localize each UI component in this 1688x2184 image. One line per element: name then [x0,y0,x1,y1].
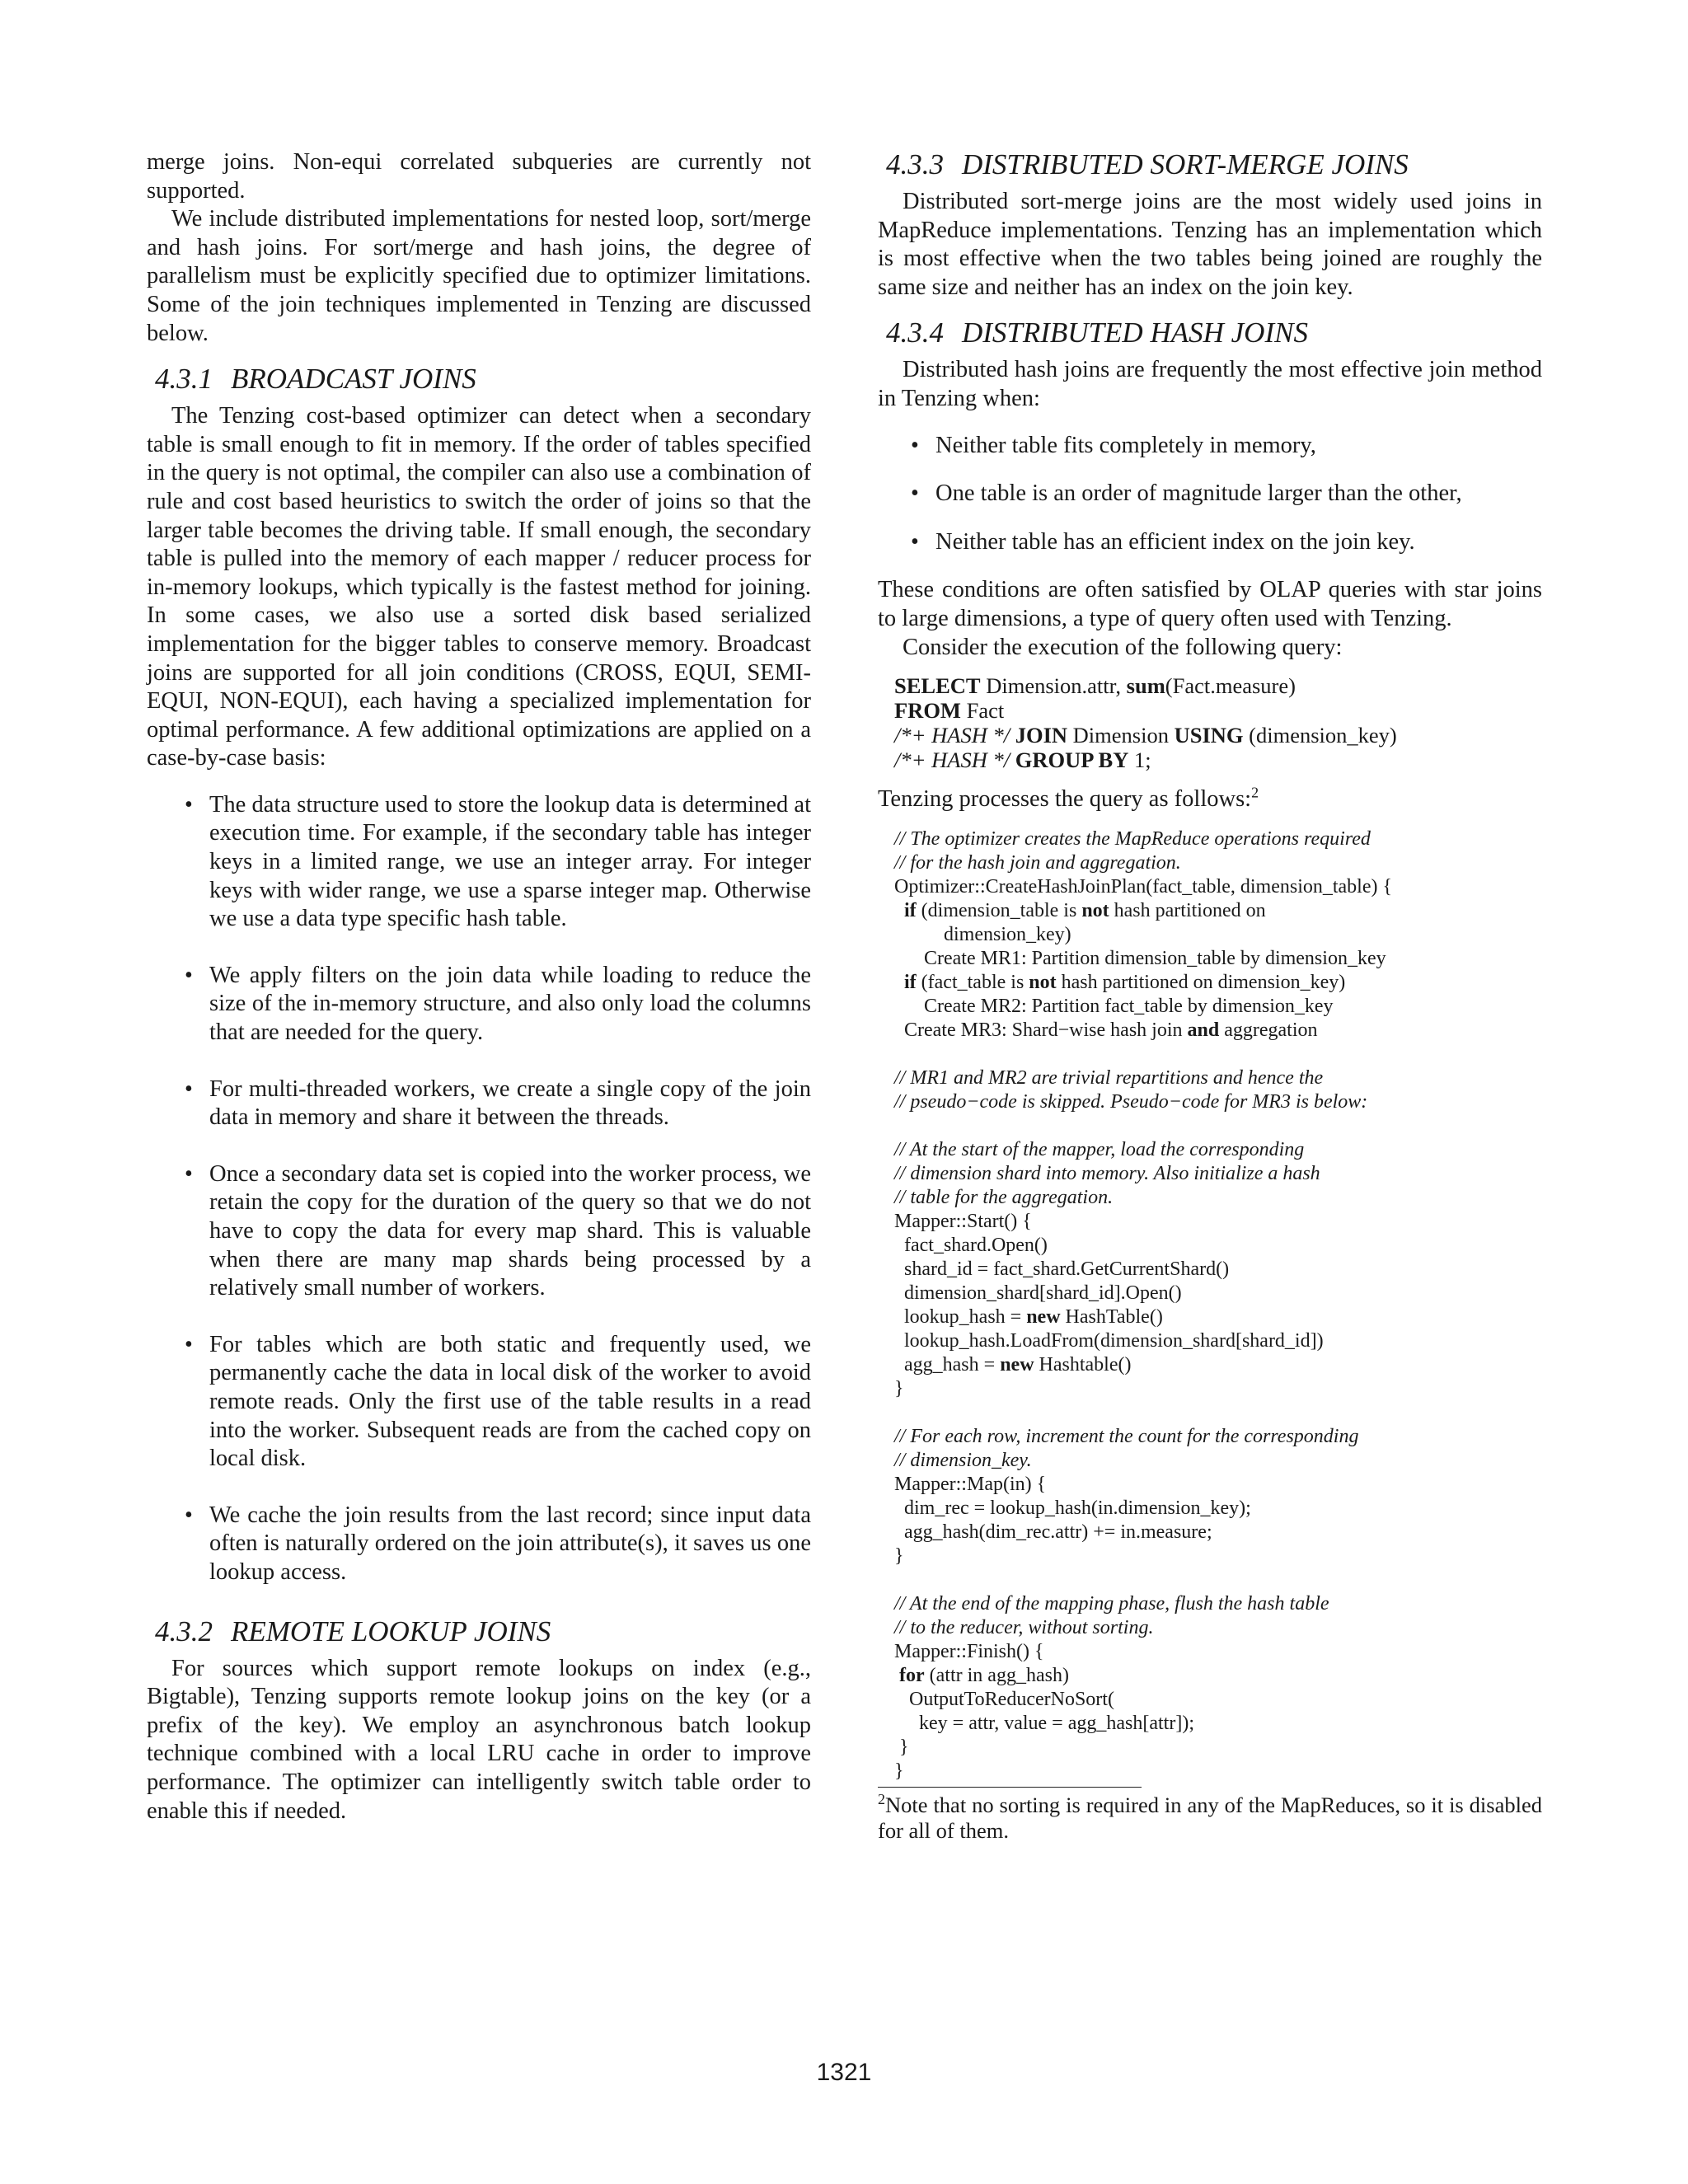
section-title: REMOTE LOOKUP JOINS [231,1615,551,1647]
list-item: • One table is an order of magnitude larger than the other, [878,480,1542,509]
paragraph: We include distributed implementations for nested loop, sort/merge and hash joins. For sort/merge and hash joins, the degree of parallelism must be explicitly specified due to optimizer limitations. Some of the join techniques implemented in Tenzing are discussed below. [147,206,811,346]
list-item: • Neither table fits completely in memory, [878,432,1542,461]
section-title: BROADCAST JOINS [231,363,476,396]
paragraph: Consider the execution of the following query: [903,634,1343,660]
section-number: 4.3.2 [155,1615,213,1647]
sql-line: /*+ HASH */ JOIN Dimension USING (dimension_key) [894,723,1397,748]
paragraph: The Tenzing cost-based optimizer can detect when a secondary table is small enough to fit in memory. If the order of tables specified in the query is not optimal, the compiler can also use a combination of rule and cost based heuristics to switch the order of joins so that the larger table becomes the driving table. If small enough, the secondary table is pulled into the memory of each mapper / reducer process for in-memory lookups, which typically is the fastest method for joining. In some cases, we also use a sorted disk based serialized implementation for the bigger tables to conserve memory. Broadcast joins are supported for all join conditions (CROSS, EQUI, SEMI-EQUI, NON-EQUI), each having a specialized implementation for optimal performance. A few additional optimizations are applied on a case-by-case basis: [147,403,811,771]
paragraph: Distributed sort-merge joins are the most widely used joins in MapReduce implementations. Tenzing has an implementation which is most effective when the two tables being joined are roughly the same size and neither has an index on the join key. [878,189,1542,300]
pseudo-code: // The optimizer creates the MapReduce operations required // for the hash join and aggregation. Optimizer::CreateHashJoinPlan(fact_table, dimension_table) { if (dimension_table is not hash partitioned on dimension_key) Create MR1: Partition dimension_table by dimension_key if (fact_table is not hash partitioned on dimension_key) Create MR2: Partition fact_table by dimension_key Create MR3: Shard−wise hash join and aggregation // MR1 and MR2 are trivial repartitions and hence the // pseudo−code is skipped. Pseudo−code for MR3 is below: // At the start of the mapper, load the corresponding // dimension shard into memory. Also initialize a hash // table for the aggregation. Mapper::Start() { fact_shard.Open() shard_id = fact_shard.GetCurrentShard() dimension_shard[shard_id].Open() lookup_hash = new HashTable() lookup_hash.LoadFrom(dimension_shard[shard_id]) agg_hash = new Hashtable() } // For each row, increment the count for the corresponding // dimension_key. Mapper::Map(in) { dim_rec = lookup_hash(in.dimension_key); agg_hash(dim_rec.attr) += in.measure; } // At the end of the mapping phase, flush the hash table // to the reducer, without sorting. Mapper::Finish() { for (attr in agg_hash) OutputToReducerNoSort( key = attr, value = agg_hash[attr]); } } [894,827,1393,1782]
section-number: 4.3.3 [886,148,944,180]
list-item: • The data structure used to store the lookup data is determined at execution time. For example, if the secondary table has integer keys in a limited range, we use an integer array. For integer keys with wider range, we use a sparse integer map. Otherwise we use a data type specific hash table. [147,791,811,934]
optimization-list [147,791,811,1587]
footnote: $^2$Note that no sorting is required in any of the MapReduces, so it is disabled for all of them. [878,1790,1542,1843]
section-number: 4.3.1 [155,363,213,396]
paragraph: For sources which support remote lookups on index (e.g., Bigtable), Tenzing supports remote lookup joins on the key (or a prefix of the key). We employ an asynchronous batch lookup technique combined with a local LRU cache in order to improve performance. The optimizer can intelligently switch table order to enable this if needed. [147,1655,811,1824]
list-item: • We cache the join results from the last record; since input data often is naturally ordered on the join attribute(s), it saves us one lookup access. [147,1502,811,1587]
section-title: DISTRIBUTED HASH JOINS [962,316,1308,349]
list-item: • We apply filters on the join data while loading to reduce the size of the in-memory structure, and also only load the columns that are needed for the query. [147,962,811,1047]
section-heading-4-3-3 [886,148,1542,181]
list-item: • For multi-threaded workers, we create a single copy of the join data in memory and share it between the threads. [147,1076,811,1132]
list-item: • For tables which are both static and frequently used, we permanently cache the data in local disk of the worker to avoid remote reads. Only the first use of the table results in a read into the worker. Subsequent reads are from the cached copy on local disk. [147,1331,811,1474]
section-heading-4-3-4 [886,316,1542,349]
sql-line: FROM Fact [894,698,1005,724]
section-number: 4.3.4 [886,316,944,349]
paragraph: These conditions are often satisfied by OLAP queries with star joins to large dimensions, a type of query often used with Tenzing. [878,577,1542,631]
left-column [147,148,811,1825]
sql-line: /*+ HASH */ GROUP BY 1; [894,748,1151,773]
footnote-rule [878,1787,1142,1788]
section-title: DISTRIBUTED SORT-MERGE JOINS [962,148,1409,180]
page-number: 1321 [816,2059,872,2086]
paragraph: Distributed hash joins are frequently the most effective join method in Tenzing when: [878,357,1542,411]
list-item: • Once a secondary data set is copied into the worker process, we retain the copy for the duration of the query so that we do not have to copy the data for every map shard. This is valuable when there are many map shards being processed by a relatively small number of workers. [147,1160,811,1303]
footnote-marker: 2 [1251,784,1259,801]
paragraph: Tenzing processes the query as follows:$^2$ [878,784,1259,813]
sql-line: SELECT Dimension.attr, sum(Fact.measure) [894,673,1296,699]
list-item: • Neither table has an efficient index on the join key. [878,528,1542,557]
condition-list [878,432,1542,557]
section-heading-4-3-1 [155,363,811,396]
right-column [878,148,1542,1844]
sql-query [894,673,1542,772]
section-heading-4-3-2 [155,1615,811,1648]
paragraph: merge joins. Non-equi correlated subqueries are currently not supported. [147,149,811,204]
